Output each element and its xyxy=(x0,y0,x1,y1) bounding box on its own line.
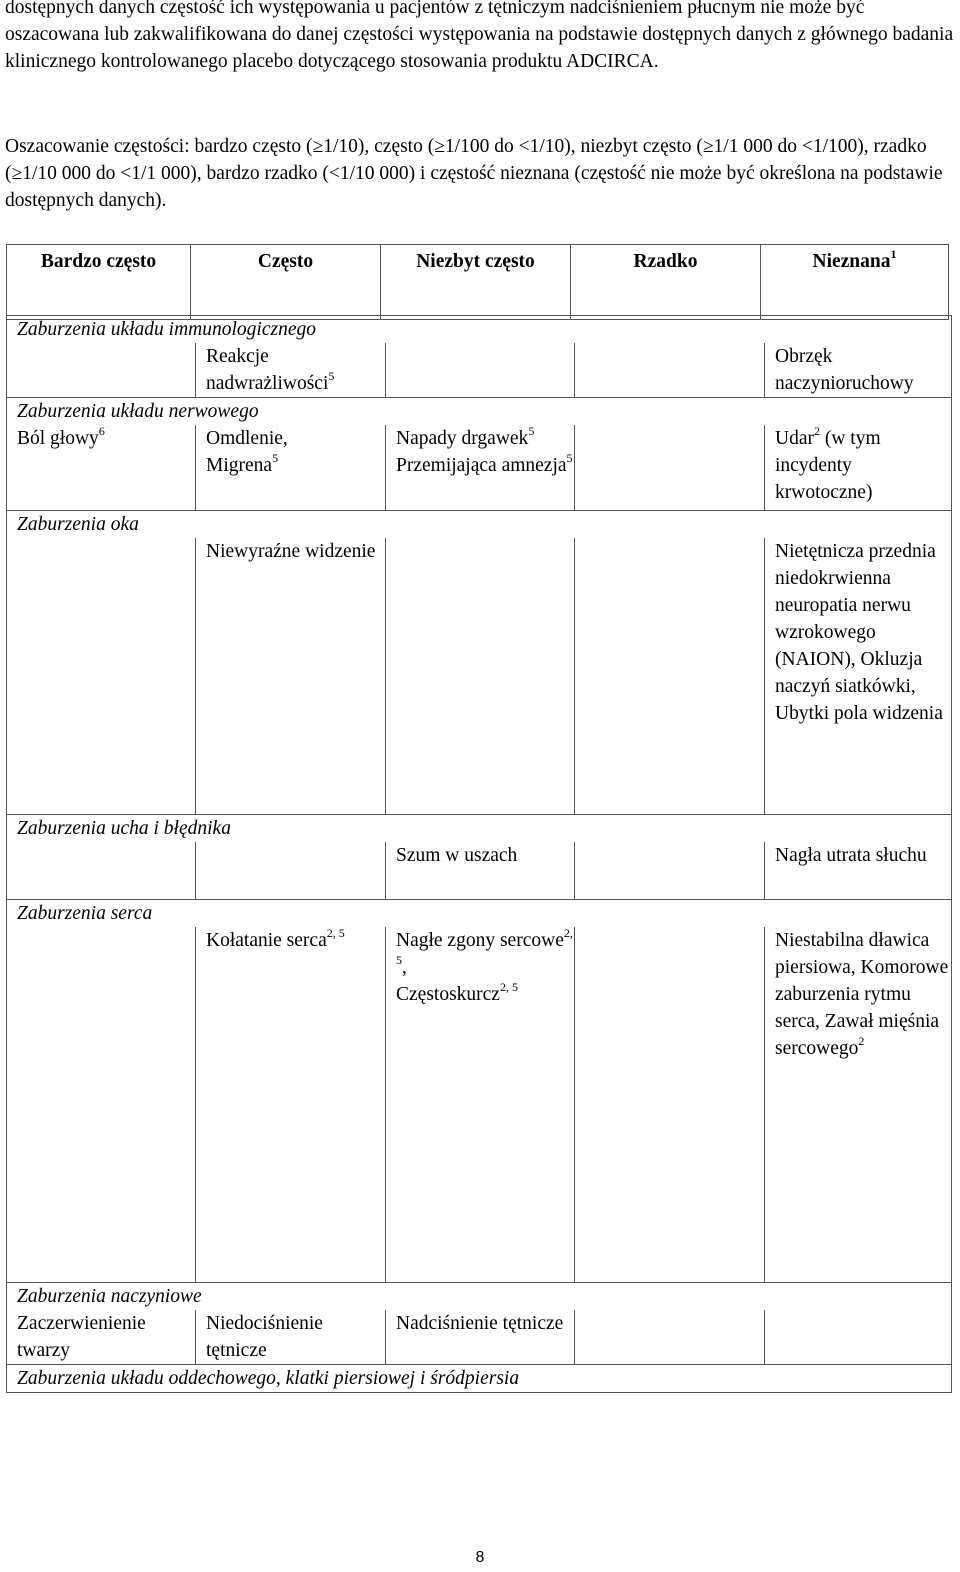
table-row xyxy=(7,1310,952,1365)
soc-heart: Zaburzenia serca xyxy=(7,900,952,928)
cell-vascular-very-common: Zaczerwienienie twarzy xyxy=(7,1310,196,1365)
cell-immune-common: Reakcje nadwrażliwości$^5$ xyxy=(196,343,386,398)
cell-heart-unknown: Niestabilna dławica piersiowa, Komorowe zaburzenia rytmu serca, Zawał mięśnia sercowego$^2$ xyxy=(765,927,952,1283)
soc-nervous: Zaburzenia układu nerwowego xyxy=(7,398,952,426)
cell-nervous-uncommon: Napady drgawek$^5$ Przemijająca amnezja$^5$ xyxy=(386,425,575,511)
header-rare: Rzadko xyxy=(571,245,761,320)
header-very-common: Bardzo często xyxy=(7,245,191,320)
cell-immune-unknown: Obrzęk naczynioruchowy xyxy=(765,343,952,398)
cell-nervous-unknown: Udar$^2$ (w tym incydenty krwotoczne) xyxy=(765,425,952,511)
cell-eye-common: Niewyraźne widzenie xyxy=(196,538,386,815)
page-number: 8 xyxy=(475,1549,485,1566)
table-row xyxy=(7,927,952,1283)
header-common: Często xyxy=(191,245,381,320)
table-row xyxy=(7,343,952,398)
table-row xyxy=(7,842,952,900)
soc-respiratory: Zaburzenia układu oddechowego, klatki piersiowej i śródpiersia xyxy=(7,1365,952,1393)
intro-paragraph-2: Oszacowanie częstości: bardzo często (≥1/10), często (≥1/100 do <1/10), niezbyt często (≥1/1 000 do <1/100), rzadko (≥1/10 000 do <1/1 000), bardzo rzadko (<1/10 000) i częstość nieznana (częstość nie może być określona na podstawie dostępnych danych). xyxy=(5,136,943,211)
cell-nervous-very-common: Ból głowy$^6$ xyxy=(7,425,196,511)
soc-vascular: Zaburzenia naczyniowe xyxy=(7,1283,952,1311)
soc-immune: Zaburzenia układu immunologicznego xyxy=(7,316,952,344)
cell-ear-uncommon: Szum w uszach xyxy=(386,842,575,900)
table-row xyxy=(7,425,952,511)
table-row xyxy=(7,538,952,815)
soc-eye: Zaburzenia oka xyxy=(7,511,952,539)
cell-heart-uncommon: Nagłe zgony sercowe$^{2, 5}$, Częstoskurcz$^{2, 5}$ xyxy=(386,927,575,1283)
header-uncommon: Niezbyt często xyxy=(381,245,571,320)
cell-vascular-common: Niedociśnienie tętnicze xyxy=(196,1310,386,1365)
cell-nervous-common: Omdlenie, Migrena$^5$ xyxy=(196,425,386,511)
cell-ear-unknown: Nagła utrata słuchu xyxy=(765,842,952,900)
cell-eye-unknown: Nietętnicza przednia niedokrwienna neuropatia nerwu wzrokowego (NAION), Okluzja naczyń siatkówki, Ubytki pola widzenia xyxy=(765,538,952,815)
adverse-reactions-table xyxy=(6,315,952,1393)
cell-vascular-uncommon: Nadciśnienie tętnicze xyxy=(386,1310,575,1365)
soc-ear: Zaburzenia ucha i błędnika xyxy=(7,815,952,843)
intro-paragraph-1: dostępnych danych częstość ich występowania u pacjentów z tętniczym nadciśnieniem płucnym nie może być oszacowana lub zakwalifikowana do danej częstości występowania na podstawie dostępnych danych z głównego badania klinicznego kontrolowanego placebo dotyczącego stosowania produktu ADCIRCA. xyxy=(5,0,954,72)
header-unknown: Nieznana$^1$ xyxy=(761,245,949,320)
cell-heart-common: Kołatanie serca$^{2, 5}$ xyxy=(196,927,386,1283)
frequency-header-table xyxy=(6,244,949,320)
